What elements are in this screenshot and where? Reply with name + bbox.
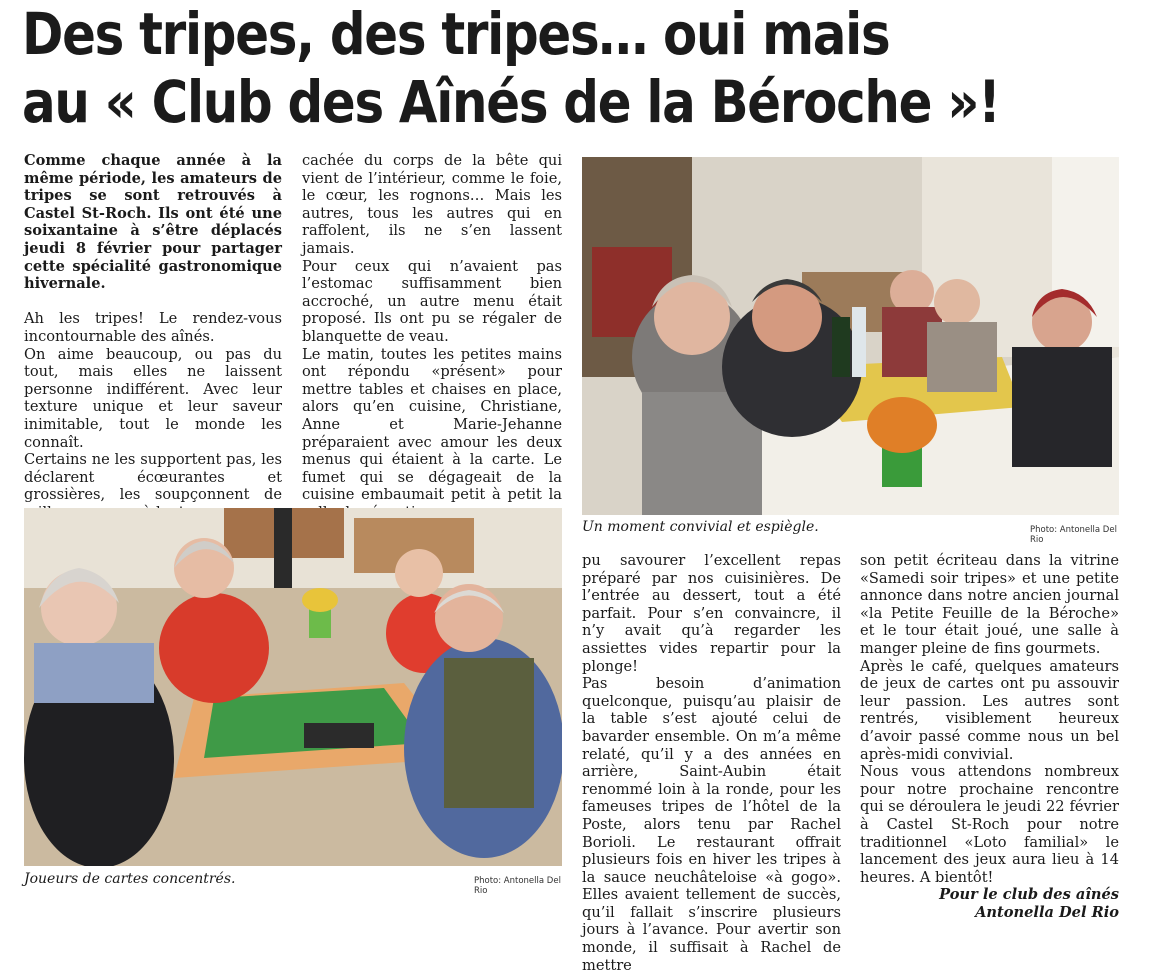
headline xyxy=(22,0,1000,136)
paragraph: Après le café, quelques amateurs de jeux de cartes ont pu assouvir leur passion. Les autres sont rentrés, visiblement heureux d’avoir passé comme nous un bel après-midi convivial. xyxy=(860,657,1119,763)
paragraph: Nous vous attendons nombreux pour notre prochaine rencontre qui se déroulera le jeudi 22 février à Castel St-Roch pour notre traditionnel «Loto familial» le lancement des jeux aura lieu à 14 heures. A bientôt! xyxy=(860,763,1119,886)
photo-credit: Photo: Antonella Del Rio xyxy=(474,876,561,896)
photo-caption: Un moment convivial et espiègle. xyxy=(582,519,819,535)
photo-credit: Photo: Antonella Del Rio xyxy=(1030,525,1117,545)
signature-name: Antonella Del Rio xyxy=(975,903,1119,921)
paragraph: pu savourer l’excellent repas préparé par nos cuisinières. De l’entrée au dessert, tout a été parfait. Pour s’en convaincre, il n’y avait qu’à regarder les assiettes vides repartir pour la plonge! xyxy=(582,552,841,675)
paragraph: On aime beaucoup, ou pas du tout, mais elles ne laissent personne indifférent. Avec leur texture unique et leur saveur inimitable, tout le monde les connaît. xyxy=(24,345,282,451)
paragraph: Ah les tripes! Le rendez-vous incontournable des aînés. xyxy=(24,310,282,345)
lead-paragraph: Comme chaque année à la même période, les amateurs de tripes se sont retrouvés à Castel St-Roch. Ils ont été une soixantaine à s’être déplacés jeudi 8 février pour partager cette spécialité gastronomique hivernale. xyxy=(24,152,282,293)
column-1 xyxy=(24,152,282,557)
column-4 xyxy=(860,552,1119,921)
photo-caption: Joueurs de cartes concentrés. xyxy=(24,871,236,887)
photo-image-cards xyxy=(24,508,562,866)
photo-image-table xyxy=(582,157,1119,515)
headline-line-2: au « Club des Aînés de la Béroche »! xyxy=(22,68,1000,136)
paragraph: son petit écriteau dans la vitrine «Samedi soir tripes» et une petite annonce dans notre ancien journal «la Petite Feuille de la Béroche» et le tour était joué, une salle à manger pleine de fins gourmets. xyxy=(860,552,1119,657)
paragraph: Pas besoin d’animation quelconque, puisqu’au plaisir de la table s’est ajouté celui de bavarder ensemble. On m’a même relaté, qu’il y a des années en arrière, Saint-Aubin était renommé loin à la ronde, pour les fameuses tripes de l’hôtel de la Poste, alors tenu par Rachel Borioli. Le restaurant offrait plusieurs fois en hiver les tripes à la sauce neuchâteloise «à gogo». Elles avaient tellement de succès, qu’il fallait s’inscrire plusieurs jours à l’avance. Pour avertir son monde, il suffisait à Rachel de mettre xyxy=(582,675,841,974)
paragraph: Certains ne les supportent pas, les déclarent écœurantes et grossières, les soupçonnent de xyxy=(24,451,282,504)
photo-convivial-meal xyxy=(582,157,1119,515)
signature-line: Pour le club des aînés xyxy=(939,886,1119,904)
paragraph: Pour ceux qui n’avaient pas l’estomac suffisamment bien accroché, un autre menu était proposé. Ils ont pu se régaler de blanquette de veau. xyxy=(302,257,562,345)
headline-line-1: Des tripes, des tripes… oui mais xyxy=(22,0,890,68)
photo-card-players xyxy=(24,508,562,866)
paragraph: Le matin, toutes les petites mains ont répondu «présent» pour mettre tables et chaises en place, alors qu’en cuisine, Christiane, Anne et Marie-Jehanne préparaient avec amour les deux menus qui étaient à la carte. Le fumet qui se dégageait de la cuisine embaumait petit à petit la xyxy=(302,345,562,504)
paragraph: cachée du corps de la bête qui vient de l’intérieur, comme le foie, le cœur, les rognons… Mais les autres, tous les autres qui en raffolent, ils ne s’en lassent jamais. xyxy=(302,152,562,257)
column-3 xyxy=(582,552,841,974)
